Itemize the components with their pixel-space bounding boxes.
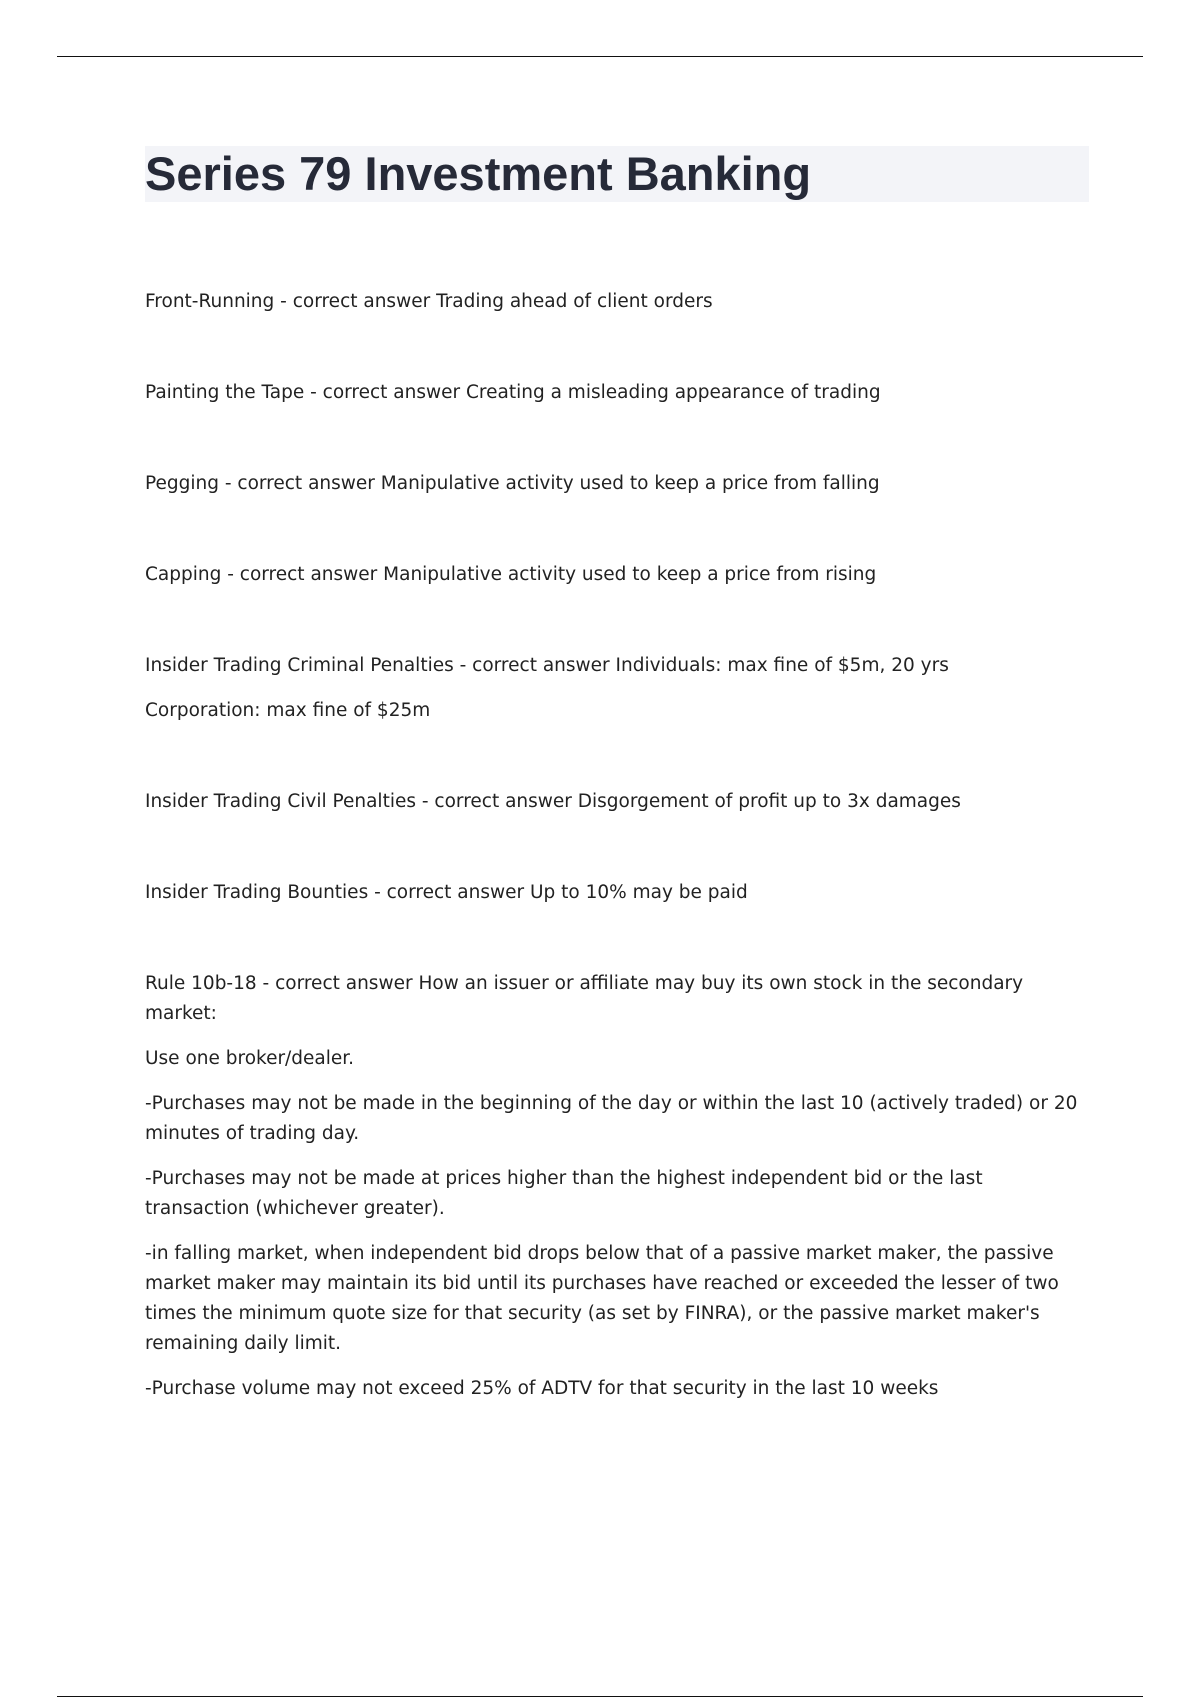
- flashcard-entry: [145, 651, 1085, 726]
- flashcard-entry: [145, 969, 1085, 1404]
- entry-line: -Purchases may not be made at prices higher than the highest independent bid or the last transaction (whichever greater).: [145, 1168, 983, 1219]
- document-body: [145, 287, 1085, 1404]
- entry-line: -Purchase volume may not exceed 25% of ADTV for that security in the last 10 weeks: [145, 1378, 939, 1399]
- entry-line: Rule 10b-18 - correct answer How an issuer or affiliate may buy its own stock in the secondary market:: [145, 973, 1024, 1024]
- entry-line: Insider Trading Civil Penalties - correct answer Disgorgement of profit up to 3x damages: [145, 791, 961, 812]
- flashcard-entry: [145, 878, 1085, 908]
- flashcard-entry: [145, 287, 1085, 317]
- page-top-rule: [57, 56, 1143, 57]
- flashcard-entry: [145, 378, 1085, 408]
- entry-line: Capping - correct answer Manipulative activity used to keep a price from rising: [145, 564, 877, 585]
- flashcard-entry: [145, 560, 1085, 590]
- entry-line: -in falling market, when independent bid drops below that of a passive market maker, the passive market maker may maintain its bid until its purchases have reached or exceeded the lesser of two times the minimum quote size for that security (as set by FINRA), or the passive market maker's remaining daily limit.: [145, 1243, 1059, 1354]
- entry-line: -Purchases may not be made in the beginning of the day or within the last 10 (actively traded) or 20 minutes of trading day.: [145, 1093, 1078, 1144]
- entry-line: Insider Trading Criminal Penalties - correct answer Individuals: max fine of $5m, 20 yrs: [145, 655, 949, 676]
- flashcard-entry: [145, 469, 1085, 499]
- flashcard-entry: [145, 787, 1085, 817]
- page-title: Series 79 Investment Banking: [145, 147, 812, 200]
- entry-line: Use one broker/dealer.: [145, 1048, 355, 1069]
- entry-line: Painting the Tape - correct answer Creating a misleading appearance of trading: [145, 382, 881, 403]
- page-bottom-rule: [57, 1696, 1143, 1697]
- entry-line: Front-Running - correct answer Trading ahead of client orders: [145, 291, 713, 312]
- entry-line: Insider Trading Bounties - correct answer Up to 10% may be paid: [145, 882, 748, 903]
- entry-line: Pegging - correct answer Manipulative activity used to keep a price from falling: [145, 473, 880, 494]
- entry-line: Corporation: max fine of $25m: [145, 700, 431, 721]
